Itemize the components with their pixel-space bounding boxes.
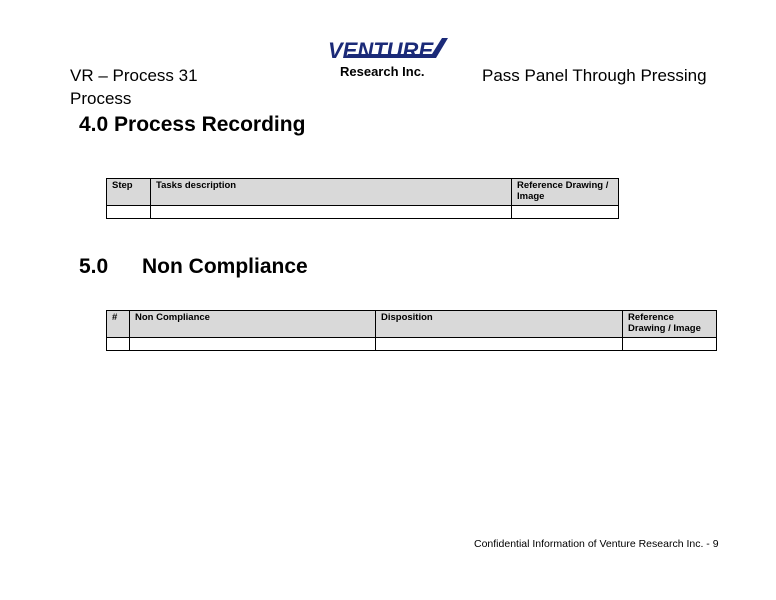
header-left-line2: Process bbox=[70, 89, 132, 108]
header-left-line1: VR – Process 31 bbox=[70, 66, 198, 85]
table-cell[interactable] bbox=[623, 338, 717, 351]
column-header-tasks: Tasks description bbox=[151, 179, 512, 206]
table-row bbox=[107, 338, 717, 351]
column-header-reference: Reference Drawing / Image bbox=[512, 179, 619, 206]
process-recording-table bbox=[106, 178, 619, 219]
column-header-number: # bbox=[107, 311, 130, 338]
table-cell[interactable] bbox=[512, 206, 619, 219]
table-cell[interactable] bbox=[151, 206, 512, 219]
table-cell[interactable] bbox=[130, 338, 376, 351]
section-5-heading: Non Compliance bbox=[142, 255, 308, 278]
section-4-heading: 4.0 Process Recording bbox=[79, 113, 306, 136]
company-logo bbox=[326, 34, 456, 82]
logo-brand: VENTURE bbox=[328, 38, 434, 63]
table-header-row bbox=[107, 311, 717, 338]
non-compliance-table bbox=[106, 310, 717, 351]
column-header-reference: Reference Drawing / Image bbox=[623, 311, 717, 338]
column-header-step: Step bbox=[107, 179, 151, 206]
table-cell[interactable] bbox=[376, 338, 623, 351]
table-header-row bbox=[107, 179, 619, 206]
table-cell[interactable] bbox=[107, 338, 130, 351]
logo-subtitle: Research Inc. bbox=[340, 64, 425, 79]
header-right-title: Pass Panel Through Pressing bbox=[482, 66, 707, 85]
table-row bbox=[107, 206, 619, 219]
column-header-non-compliance: Non Compliance bbox=[130, 311, 376, 338]
footer-confidential: Confidential Information of Venture Research Inc. - 9 bbox=[474, 538, 719, 550]
column-header-disposition: Disposition bbox=[376, 311, 623, 338]
section-5-number: 5.0 bbox=[79, 255, 109, 278]
table-cell[interactable] bbox=[107, 206, 151, 219]
